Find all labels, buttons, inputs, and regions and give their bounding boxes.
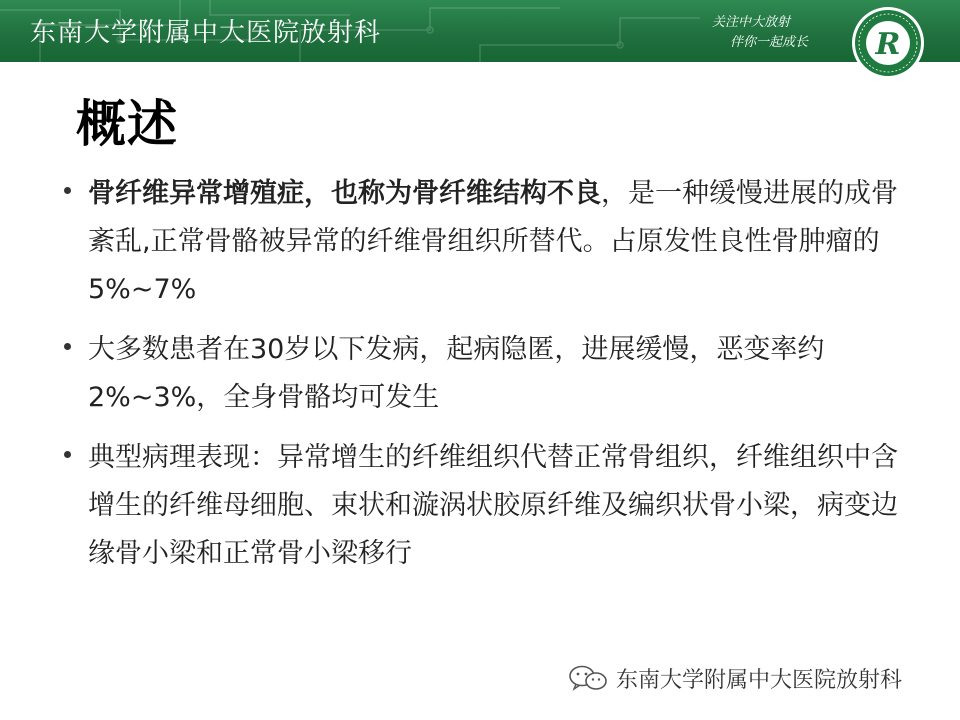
bullet-dot (64, 187, 71, 194)
header-slogan (712, 13, 842, 53)
bullet-text (88, 326, 898, 422)
logo-letter: R (875, 27, 901, 62)
wechat-watermark (566, 663, 902, 693)
slide-title: 概述 (76, 95, 178, 153)
bullet-dot (64, 451, 71, 458)
bullet-body-text: 大多数患者在30岁以下发病，起病隐匿，进展缓慢，恶变率约2%~3%，全身骨骼均可发生 (88, 334, 825, 413)
bullet-strong-text: 骨纤维异常增殖症，也称为骨纤维结构不良 (88, 178, 601, 209)
header-banner (0, 0, 960, 62)
bullet-list (58, 170, 898, 590)
bullet-text (88, 434, 898, 578)
slogan-line-1: 关注中大放射 (712, 15, 791, 30)
bullet-dot (64, 343, 71, 350)
bullet-item (58, 170, 898, 314)
bullet-body-text: ，是一种缓慢进展的成骨紊乱,正常骨骼被异常的纤维骨组织所替代。占原发性良性骨肿瘤的5%~7% (88, 178, 898, 305)
wechat-icon (566, 664, 612, 692)
bullet-body-text: 典型病理表现：异常增生的纤维组织代替正常骨组织，纤维组织中含增生的纤维母细胞、束状和漩涡状胶原纤维及编织状骨小梁，病变边缘骨小梁和正常骨小梁移行 (88, 442, 898, 569)
header-title: 东南大学附属中大医院放射科 (30, 18, 382, 48)
watermark-text: 东南大学附属中大医院放射科 (616, 667, 903, 693)
hospital-radiology-logo (850, 5, 926, 81)
bullet-text (88, 170, 898, 314)
slogan-line-2: 伴你一起成长 (730, 35, 809, 50)
bullet-item (58, 434, 898, 578)
bullet-item (58, 326, 898, 422)
